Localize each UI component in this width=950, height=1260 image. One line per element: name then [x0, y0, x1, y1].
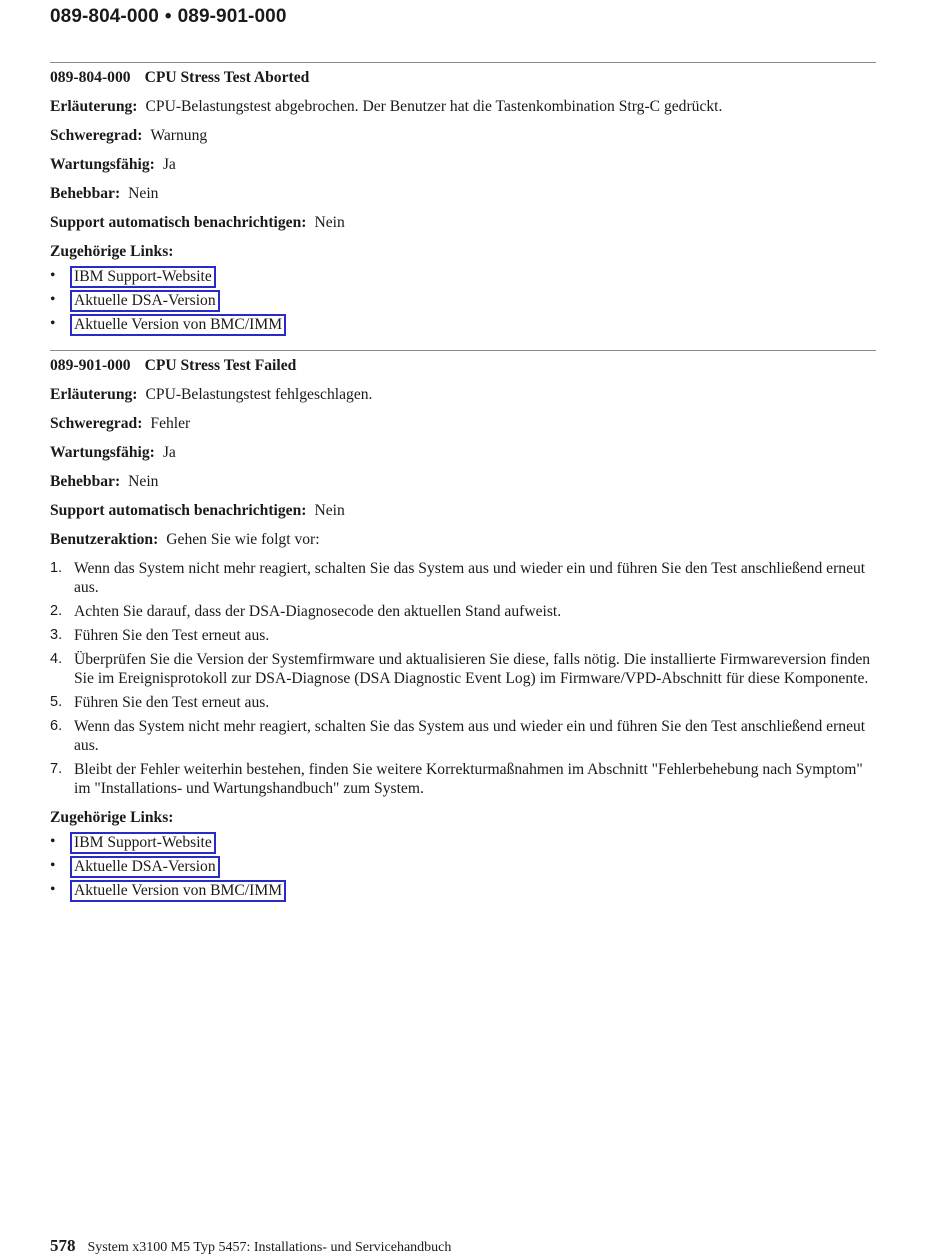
header-code-start: 089-804-000	[50, 6, 159, 27]
field-recoverable	[50, 472, 876, 491]
field-recoverable	[50, 184, 876, 203]
list-item	[50, 832, 876, 856]
step-text: Achten Sie darauf, dass der DSA-Diagnosecode den aktuellen Stand aufweist.	[74, 603, 562, 620]
field-label: Support automatisch benachrichtigen:	[50, 502, 307, 519]
field-label: Support automatisch benachrichtigen:	[50, 214, 307, 231]
book-title: System x3100 M5 Typ 5457: Installations- und Servicehandbuch	[87, 1240, 452, 1255]
field-value: Ja	[162, 444, 176, 461]
field-value: CPU-Belastungstest abgebrochen. Der Benutzer hat die Tastenkombination Strg-C gedrückt.	[145, 98, 723, 115]
field-label: Schweregrad:	[50, 127, 143, 144]
step-item	[50, 760, 876, 798]
link-latest-dsa-version[interactable]: Aktuelle DSA-Version	[70, 856, 220, 878]
field-value: Gehen Sie wie folgt vor:	[166, 531, 320, 548]
step-text: Wenn das System nicht mehr reagiert, schalten Sie das System aus und wieder ein und führen Sie den Test anschließend erneut aus.	[74, 718, 866, 754]
entry-code: 089-901-000	[50, 357, 131, 374]
step-number: 2.	[50, 603, 63, 619]
page-number: 578	[50, 1236, 76, 1255]
step-text: Bleibt der Fehler weiterhin bestehen, finden Sie weitere Korrekturmaßnahmen im Abschnitt "Fehlerbehebung nach Symptom" im "Installations- und Wartungshandbuch" zum System.	[74, 761, 863, 797]
entry-code: 089-804-000	[50, 69, 131, 86]
entry-title	[50, 68, 876, 87]
entry-title	[50, 356, 876, 375]
list-item	[50, 880, 876, 904]
link-ibm-support-website[interactable]: IBM Support-Website	[70, 832, 216, 854]
page-footer	[50, 1236, 451, 1256]
bullet-icon: •	[50, 315, 56, 332]
field-value: Ja	[162, 156, 176, 173]
step-item	[50, 693, 876, 712]
step-item	[50, 559, 876, 597]
field-serviceable	[50, 443, 876, 462]
step-text: Wenn das System nicht mehr reagiert, schalten Sie das System aus und wieder ein und führen Sie den Test anschließend erneut aus.	[74, 560, 866, 596]
bullet-icon: •	[50, 833, 56, 850]
step-number: 4.	[50, 651, 63, 667]
related-links-list	[50, 266, 876, 338]
related-links-list	[50, 832, 876, 904]
step-number: 6.	[50, 718, 63, 734]
field-value: Nein	[314, 502, 345, 519]
message-entry	[50, 350, 876, 904]
step-text: Führen Sie den Test erneut aus.	[74, 627, 270, 644]
entry-title-text: CPU Stress Test Failed	[144, 357, 297, 374]
field-value: Nein	[314, 214, 345, 231]
list-item	[50, 856, 876, 880]
field-label: Wartungsfähig:	[50, 444, 155, 461]
list-item	[50, 314, 876, 338]
field-severity	[50, 414, 876, 433]
list-item	[50, 266, 876, 290]
field-value: Fehler	[150, 415, 191, 432]
link-ibm-support-website[interactable]: IBM Support-Website	[70, 266, 216, 288]
bullet-icon: •	[50, 291, 56, 308]
field-label: Erläuterung:	[50, 386, 138, 403]
field-label: Erläuterung:	[50, 98, 138, 115]
step-number: 7.	[50, 761, 63, 777]
field-explanation	[50, 97, 876, 116]
step-text: Überprüfen Sie die Version der Systemfirmware und aktualisieren Sie diese, falls nötig. Die installierte Firmwareversion finden Sie im Ereignisprotokoll zur DSA-Diagnose (DSA Diagnostic Event Log) im Firmware/VPD-Abschnitt für diese Komponente.	[74, 651, 871, 687]
related-links-heading: Zugehörige Links:	[50, 243, 174, 260]
step-item	[50, 626, 876, 645]
message-entry	[50, 62, 876, 338]
field-label: Wartungsfähig:	[50, 156, 155, 173]
field-value: Nein	[128, 473, 159, 490]
field-auto-notify	[50, 501, 876, 520]
step-item	[50, 602, 876, 621]
field-value: Nein	[128, 185, 159, 202]
step-number: 1.	[50, 560, 63, 576]
field-serviceable	[50, 155, 876, 174]
bullet-icon: •	[50, 857, 56, 874]
step-item	[50, 650, 876, 688]
step-text: Führen Sie den Test erneut aus.	[74, 694, 270, 711]
entry-title-text: CPU Stress Test Aborted	[144, 69, 310, 86]
field-label: Behebbar:	[50, 185, 121, 202]
bullet-icon: •	[50, 881, 56, 898]
step-number: 5.	[50, 694, 63, 710]
page-content	[50, 62, 876, 904]
related-links-heading: Zugehörige Links:	[50, 809, 174, 826]
header-code-end: 089-901-000	[177, 6, 287, 27]
field-value: CPU-Belastungstest fehlgeschlagen.	[145, 386, 373, 403]
bullet-icon: •	[50, 267, 56, 284]
user-action-steps	[50, 559, 876, 798]
link-latest-bmc-imm-version[interactable]: Aktuelle Version von BMC/IMM	[70, 314, 286, 336]
field-severity	[50, 126, 876, 145]
step-item	[50, 717, 876, 755]
running-header	[50, 6, 286, 28]
field-user-action	[50, 530, 876, 549]
field-label: Schweregrad:	[50, 415, 143, 432]
step-number: 3.	[50, 627, 63, 643]
field-label: Behebbar:	[50, 473, 121, 490]
field-label: Benutzeraktion:	[50, 531, 159, 548]
field-value: Warnung	[150, 127, 208, 144]
list-item	[50, 290, 876, 314]
field-explanation	[50, 385, 876, 404]
field-auto-notify	[50, 213, 876, 232]
link-latest-dsa-version[interactable]: Aktuelle DSA-Version	[70, 290, 220, 312]
link-latest-bmc-imm-version[interactable]: Aktuelle Version von BMC/IMM	[70, 880, 286, 902]
header-separator: •	[164, 6, 172, 27]
